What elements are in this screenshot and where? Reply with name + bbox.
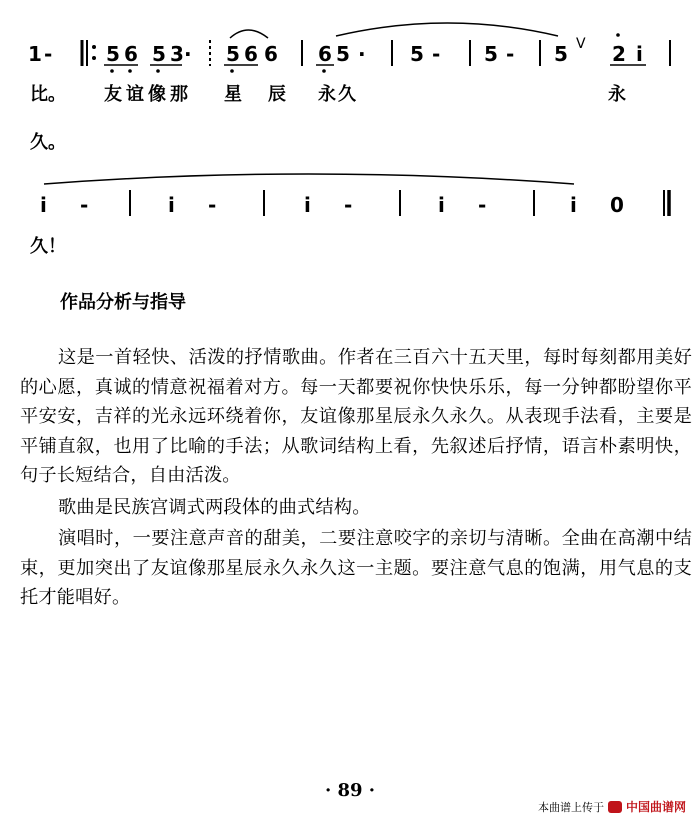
site-logo-icon xyxy=(608,801,622,813)
lyric-1: 比。 xyxy=(30,84,66,105)
paragraph: 歌曲是民族宫调式两段体的曲式结构。 xyxy=(58,496,371,518)
svg-text:1: 1 xyxy=(28,42,42,66)
lyric-5: 永久 xyxy=(318,84,358,105)
lyric-3: 星 xyxy=(224,84,242,105)
upload-credit xyxy=(538,798,686,815)
svg-text:5: 5 xyxy=(410,42,424,66)
svg-text:i: i xyxy=(168,193,175,217)
svg-text:i: i xyxy=(40,193,47,217)
svg-text:i: i xyxy=(304,193,311,217)
lyric-7: 久。 xyxy=(30,132,66,153)
svg-text:i: i xyxy=(636,42,643,66)
svg-text:·: · xyxy=(358,42,366,66)
svg-text:i: i xyxy=(570,193,577,217)
svg-text:-: - xyxy=(478,193,487,217)
paragraph: 这是一首轻快、活泼的抒情歌曲。作者在三百六十五天里，每时每刻都用美好的心愿，真诚的情意祝福着对方。每一天都要祝你快快乐乐，每一分钟都盼望你平平安安，吉祥的光永远环绕着你，友谊像那星辰永久永久。从表现手法看，主要是平铺直叙，也用了比喻的手法；从歌词结构上看，先叙述后抒情，语言朴素明快，句子长短结合，自由活泼。 xyxy=(20,347,692,486)
section-heading: 作品分析与指导 xyxy=(60,292,186,313)
svg-text:5: 5 xyxy=(226,42,240,66)
svg-text:-: - xyxy=(80,193,89,217)
svg-text:6: 6 xyxy=(318,42,332,66)
svg-text:5: 5 xyxy=(554,42,568,66)
svg-text:-: - xyxy=(432,42,441,66)
svg-text:5: 5 xyxy=(484,42,498,66)
svg-text:·: · xyxy=(184,42,192,66)
svg-text:V: V xyxy=(576,36,586,52)
svg-text:6: 6 xyxy=(244,42,258,66)
svg-text:i: i xyxy=(438,193,445,217)
svg-text:-: - xyxy=(44,42,53,66)
svg-text:6: 6 xyxy=(264,42,278,66)
svg-text:-: - xyxy=(208,193,217,217)
svg-text:5: 5 xyxy=(336,42,350,66)
lyric-4: 辰 xyxy=(268,84,286,105)
score-line-2-lyrics: 久！ xyxy=(30,236,66,257)
svg-text:0: 0 xyxy=(610,193,624,217)
site-name[interactable]: 中国曲谱网 xyxy=(625,800,686,814)
score-line-2 xyxy=(18,170,688,240)
svg-text:-: - xyxy=(506,42,515,66)
lyric-6: 永 xyxy=(608,84,626,105)
svg-text:6: 6 xyxy=(124,42,138,66)
score-line-1 xyxy=(18,18,688,88)
svg-text:3: 3 xyxy=(170,42,184,66)
credit-text: 本曲谱上传于 xyxy=(537,800,604,814)
page-number: · 89 · xyxy=(324,780,376,801)
score-line-1-marks xyxy=(18,18,688,88)
svg-text:5: 5 xyxy=(152,42,166,66)
score-line-2-marks xyxy=(18,170,688,240)
svg-text:5: 5 xyxy=(106,42,120,66)
svg-text:-: - xyxy=(344,193,353,217)
lyric-2: 友谊像那 xyxy=(104,84,192,105)
svg-text:2: 2 xyxy=(612,42,626,66)
paragraph: 演唱时，一要注意声音的甜美，二要注意咬字的亲切与清晰。全曲在高潮中结束，更加突出了友谊像那星辰永久永久这一主题。要注意气息的饱满，用气息的支托才能唱好。 xyxy=(20,528,692,608)
analysis-text xyxy=(20,343,692,613)
